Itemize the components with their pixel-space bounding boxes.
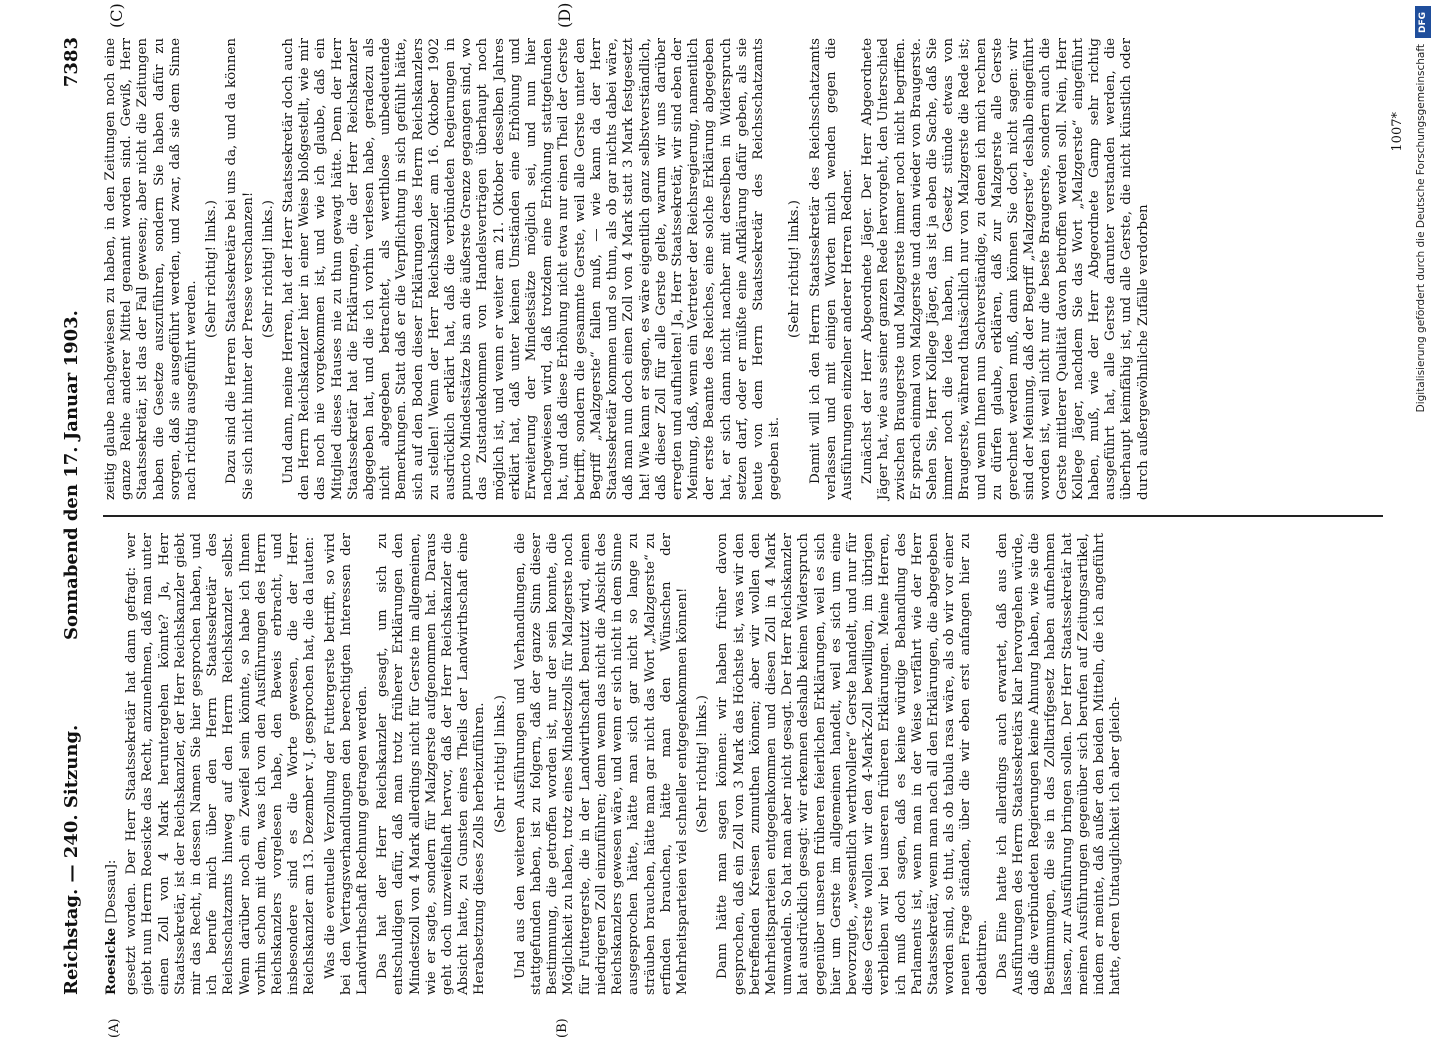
header-title: Reichstag. — 240. Sitzung.: [61, 724, 82, 995]
speaker-line: [103, 533, 120, 995]
page-header: [55, 32, 95, 1000]
speaker-place: [Dessau]:: [104, 859, 119, 924]
quote-paragraph: Was die eventuelle Verzollung der Futtergerste betrifft, so wird bei den Vertragsverhandlungen den berechtigten Interessen der Landwirthschaft Rechnung getragen werden.: [322, 533, 371, 995]
interjection: (Sehr richtig! links.): [204, 200, 220, 338]
paragraph: Und aus den weiteren Ausführungen und Verhandlungen, die stattgefunden haben, ist zu folgern, daß der ganze Sinn dieser Bestimmung, die getroffen worden ist, nur der sein konnte, die Möglichkeit zu haben, trotz eines Mindestzolls für Malzgerste noch für Futtergerste, die in der Landwirthschaft benutzt wird, einen niedrigeren Zoll einzuführen; denn wenn das nicht die Absicht des Reichskanzlers gewesen wäre, und wenn er sich nicht in dem Sinne ausgesprochen hätte, hätte man sich gar nicht so lange zu sträuben brauchen, hätte man gar nicht das Wort „Malzgerste“ zu erfinden brauchen, hätte man den Wünschen der Mehrheitsparteien viel schneller entgegenkommen können!: [512, 533, 690, 995]
paragraph: zeitig glaube nachgewiesen zu haben, in den Zeitungen noch eine ganze Reihe anderer Mittel genannt worden sind. Gewiß, Herr Staatssekretär, ist das der Fall gewesen; aber nicht die Zeitungen haben die Gesetze auszuführen, sondern Sie haben dafür zu sorgen, daß sie ausgeführt werden, und zwar, daß sie dem Sinne nach richtig ausgeführt werden.: [103, 38, 200, 500]
interjection: (Sehr richtig! links.): [787, 200, 803, 338]
margin-mark-d: (D): [555, 2, 574, 28]
newspaper-page: [55, 2, 1405, 1038]
speaker-name: Roesicke: [103, 927, 119, 995]
paragraph: gesetzt worden. Der Herr Staatssekretär hat dann gefragt: wer giebt nun Herrn Roesicke das Recht, anzunehmen, daß man unter einen Zoll von 4 Mark heruntergehen könnte? Ja, Herr Staatssekretär, ist der Reichskanzler, der Herr Reichskanzler giebt mir das Recht, in dessen Namen Sie hier gesprochen haben, und ich berufe mich über den Herrn Staatssekretär des Reichsschatzamts hinweg auf den Herrn Reichskanzler selbst. Wenn darüber noch ein Zweifel sein könnte, so habe ich Ihnen vorhin schon mit dem, was ich von den Ausführungen des Herrn Reichskanzlers vorgelesen habe, den Beweis erbracht, und insbesondere sind es die Worte gewesen, die der Herr Reichskanzler am 13. Dezember v. J. gesprochen hat, die da lauten:: [124, 533, 318, 995]
signature-mark: 1007*: [1390, 112, 1405, 152]
paragraph: Das Eine hatte ich allerdings auch erwartet, daß aus den Ausführungen des Herrn Staatssekretärs klar hervorgehen würde, daß die verbündeten Regierungen keine Ahnung haben, wie sie die Bestimmungen, die sie in das Zolltarifgesetz haben aufnehmen lassen, zur Ausführung bringen sollen. Der Herr Staatssekretär hat meinen Ausführungen gegenüber sich berufen auf Zeitungsartikel, indem er meinte, daß außer den beiden Mitteln, die ich angeführt hatte, deren Untauglichkeit ich aber gleich-: [994, 533, 1124, 995]
digitization-credit: Digitalisierung gefördert durch die Deutsche Forschungsgemeinschaft: [1415, 44, 1427, 413]
digitization-credit-bar: [1412, 0, 1434, 1000]
margin-mark-a: (A): [107, 1018, 122, 1038]
paragraph: Damit will ich den Herrn Staatssekretär des Reichsschatzamts verlassen und mit einigen Worten mich wenden gegen die Ausführungen einzelner anderer Herren Redner.: [807, 38, 855, 500]
interjection: (Sehr richtig! links.): [492, 695, 508, 833]
dfg-logo-icon: DFG: [1415, 6, 1431, 38]
column-divider: [103, 515, 1383, 517]
margin-mark-b: (B): [555, 1018, 570, 1038]
page-number: 7383: [61, 37, 82, 88]
header-date: Sonnabend den 17. Januar 1903.: [61, 310, 82, 640]
margin-mark-c: (C): [107, 3, 126, 28]
paragraph: Das hat der Herr Reichskanzler gesagt, um sich zu entschuldigen dafür, daß man trotz früherer Erklärungen den Mindestzoll von 4 Mark allerdings nicht für Gerste im allgemeinen, wie er sagte, sondern für Malzgerste aufgenommen hat. Daraus geht doch unzweifelhaft hervor, daß der Herr Reichskanzler die Absicht hatte, zu Gunsten eines Theils der Landwirthschaft eine Herabsetzung dieses Zolls herbeizuführen.: [375, 533, 488, 995]
paragraph: Dazu sind die Herren Staatssekretäre bei uns da, und da können Sie sich nicht hinter der Presse verschanzen!: [224, 38, 256, 500]
paragraph: Zunächst der Herr Abgeordnete Jäger. Der Herr Abgeordnete Jäger hat, wie aus seiner ganzen Rede hervorgeht, den Unterschied zwischen Braugerste und Malzgerste immer noch nicht begriffen. Er sprach einmal von Malzgerste und dann wieder von Braugerste. Sehen Sie, Herr Kollege Jäger, das ist ja eben die Sache, daß Sie immer noch die Idee haben, im Gesetz stünde etwas von Braugerste, während thatsächlich nur von Malzgerste die Rede ist; und wenn Ihnen nun Sachverständige, zu denen ich mich rechnen zu dürfen glaube, erklären, daß zur Malzgerste alle Gerste gerechnet werden muß, dann können Sie doch nicht sagen: wir sind der Meinung, daß der Begriff „Malzgerste“ deshalb eingeführt worden ist, weil nicht nur die beste Braugerste, sondern auch die Gerste mittlerer Qualität davon betroffen werden soll. Nein, Herr Kollege Jäger, nachdem Sie das Wort „Malzgerste“ eingeführt haben, muß, wie der Herr Abgeordnete Gamp sehr richtig ausgeführt hat, alle Gerste darunter verstanden werden, die überhaupt keimfähig ist, und alle Gerste, die nicht künstlich oder durch außergewöhnliche Zufälle verdorben: [860, 38, 1151, 500]
paragraph: Dann hätte man sagen können: wir haben früher davon gesprochen, daß ein Zoll von 3 Mark das Höchste ist, was wir den betreffenden Kreisen zumuthen können; aber wir wollen den Mehrheitsparteien entgegenkommen und diesen Zoll in 4 Mark umwandeln. So hat man aber nicht gesagt. Der Herr Reichskanzler hat ausdrücklich gesagt: wir erkennen deshalb keinen Widerspruch gegenüber unseren früheren feierlichen Erklärungen, weil es sich hier um Gerste im allgemeinen handelt, weil es sich um eine bevorzugte, „wesentlich werthvollere“ Gerste handelt, und nur für diese Gerste wollen wir den 4-Mark-Zoll bewilligen, im übrigen verbleiben wir bei unseren früheren Erklärungen. Meine Herren, ich muß doch sagen, daß es keine würdige Behandlung des Parlaments ist, wenn man in der Weise verfährt wie der Herr Staatssekretär, wenn man nach all den Erklärungen, die abgegeben worden sind, so thut, als ob tabula rasa wäre, als ob wir vor einer neuen Frage ständen, über die wir eben erst anfangen hier zu debattiren.: [715, 533, 990, 995]
left-column: [103, 533, 1383, 995]
right-column: [103, 38, 1383, 500]
paragraph: Und dann, meine Herren, hat der Herr Staatssekretär doch auch den Herrn Reichskanzler hier in einer Weise bloßgestellt, wie mir das noch nie vorgekommen ist, und wie ich glaube, daß ein Mitglied dieses Hauses nie zu thun gewagt hätte. Denn der Herr Staatssekretär hat die Erklärungen, die der Herr Reichskanzler abgegeben hat, und die ich vorhin verlesen habe, geradezu als nicht abgegeben betrachtet, als werthlose unbedeutende Bemerkungen. Statt daß er die Verpflichtung in sich gefühlt hätte, sich auf den Boden dieser Erklärungen des Herrn Reichskanzlers zu stellen! Wenn der Herr Reichskanzler am 16. Oktober 1902 ausdrücklich erklärt hat, daß die verbündeten Regierungen in puncto Mindestsätze bis an die äußerste Grenze gegangen sind, wo das Zustandekommen von Handelsverträgen überhaupt noch möglich ist, und wenn er weiter am 21. Oktober desselben Jahres erklärt hat, daß unter keinen Umständen eine Erhöhung und Erweiterung der Mindestsätze möglich sei, und nun hier nachgewiesen wird, daß trotzdem eine Erhöhung stattgefunden hat, und daß diese Erhöhung nicht etwa nur einen Theil der Gerste betrifft, sondern die gesammte Gerste, weil alle Gerste unter den Begriff „Malzgerste“ fallen muß, — wie kann da der Herr Staatssekretär kommen und so thun, als ob gar nichts dabei wäre, daß man nun doch einen Zoll von 4 Mark statt 3 Mark festgesetzt hat! Wie kann er sagen, es wäre eigentlich ganz selbstverständlich, daß dieser Zoll für alle Gerste gelte, warum wir uns darüber erregten und aufhielten! Ja, Herr Staatssekretär, wir sind eben der Meinung, daß, wenn ein Vertreter der Reichsregierung, namentlich der erste Beamte des Reiches, eine solche Erklärung abgegeben hat, er sich dann nicht nachher mit derselben in Widerspruch setzen darf, oder er müßte eine Aufklärung dafür geben, als sie heute von dem Herrn Staatssekretär des Reichsschatzamts gegeben ist.: [281, 38, 783, 500]
interjection: (Sehr richtig! links.): [260, 200, 276, 338]
interjection: (Sehr richtig! links.): [695, 695, 711, 833]
